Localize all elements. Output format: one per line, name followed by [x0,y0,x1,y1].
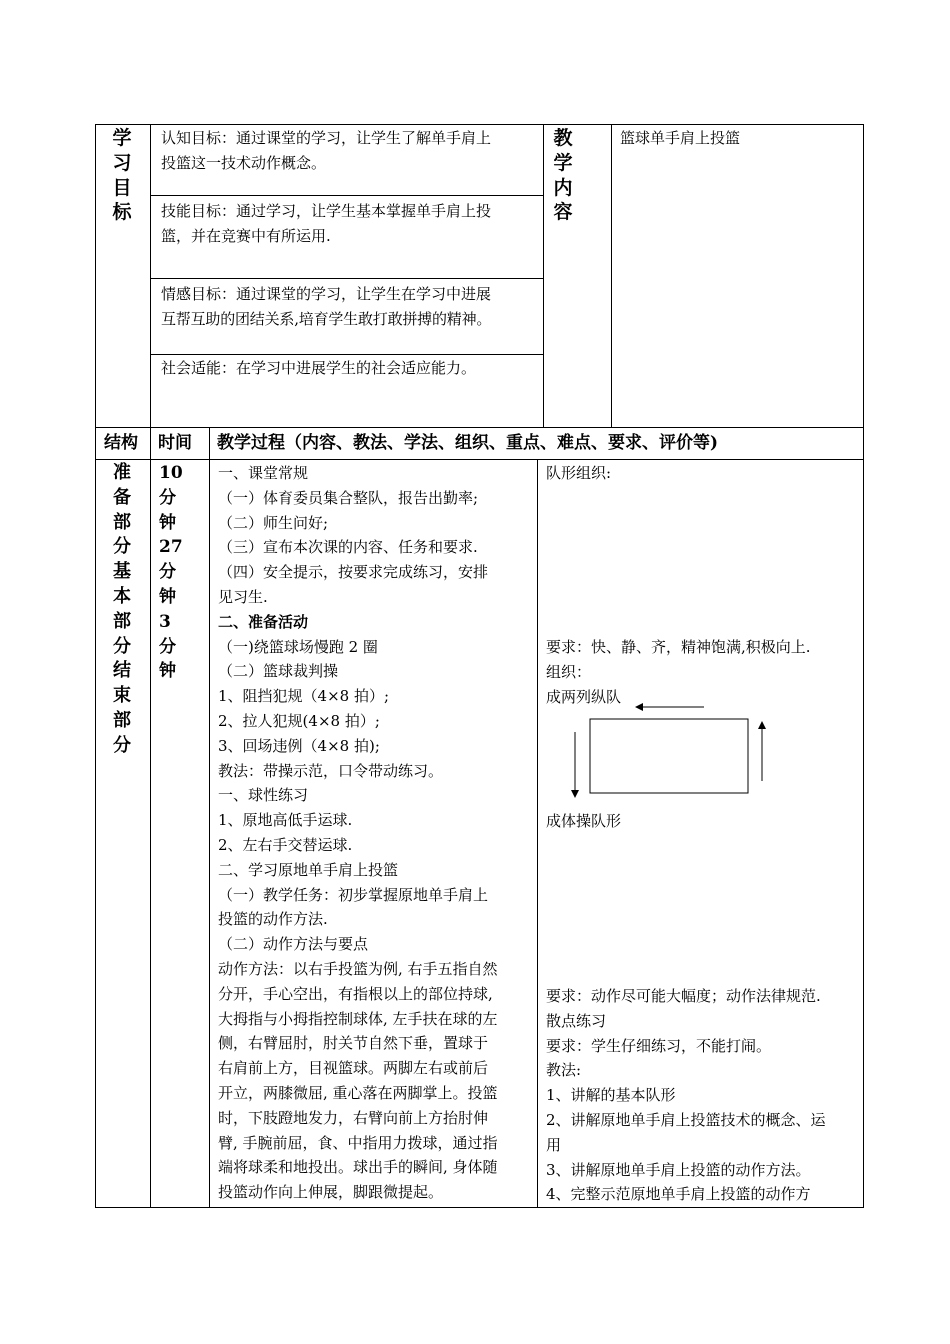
content-label-char: 教 [553,127,573,149]
content-label-char: 容 [553,201,573,224]
content-text: 篮球单手肩上投篮 [620,129,741,147]
structure-char: 分 [113,635,131,657]
method-line: 4、完整示范原地单手肩上投篮的动作方 [546,1185,811,1204]
time-char: 钟 [159,512,176,533]
objective-line: 社会适能：在学习中进展学生的社会适应能力。 [161,359,477,377]
court-rectangle [590,719,748,793]
process-line: 一、球性练习 [218,786,309,805]
process-line: （二）动作方法与要点 [218,935,369,954]
header-time: 时间 [158,433,192,453]
time-char: 钟 [159,661,176,682]
structure-char: 准 [113,462,131,483]
time-char: 分 [159,636,176,657]
method-label: 教法: [546,1061,582,1080]
process-line: 见习生. [218,587,268,606]
requirement-2: 要求：动作尽可能大幅度；动作法律规范. [546,987,821,1005]
time-char: 分 [159,562,176,583]
process-line: 动作方法：以右手投篮为例, 右手五指自然 [218,959,498,978]
process-line: 投篮的动作方法. [218,910,328,929]
process-line: 开立，两膝微屈, 重心落在两脚掌上。投篮 [218,1083,498,1102]
objectives-label-char: 学 [112,127,132,149]
process-line: 教法：带操示范，口令带动练习。 [218,761,444,780]
process-line: 1、原地高低手运球. [218,811,353,830]
method-line: 3、讲解原地单手肩上投篮的动作方法。 [546,1160,811,1179]
header-process: 教学过程（内容、教法、学法、组织、重点、难点、要求、评价等) [217,433,719,453]
content-label-char: 内 [553,176,573,199]
org-notes [546,984,826,1207]
time-char: 3 [159,611,171,632]
process-line: 二、准备活动 [218,612,309,631]
org-label: 组织： [546,663,592,681]
structure-char: 结 [113,660,131,682]
objectives-label-char: 标 [112,201,132,224]
structure-char: 分 [113,536,131,558]
process-line: 端将球柔和地投出。球出手的瞬间, 身体随 [218,1158,498,1177]
content-label-char: 学 [553,151,573,174]
process-line: 分开，手心空出，有指根以上的部位持球, [218,984,493,1003]
requirement-3: 要求：学生仔细练习，不能打闹。 [546,1036,772,1055]
process-line: （一)绕篮球场慢跑 2 圈 [218,637,378,656]
method-line: 1、讲解的基本队形 [546,1086,676,1105]
structure-char: 本 [113,585,131,607]
requirement-1: 要求：快、静、齐，精神饱满,积极向上. [546,638,811,656]
structure-char: 基 [113,561,131,583]
process-line: 侧，右臂屈肘，肘关节自然下垂，置球于 [218,1034,489,1053]
scatter-practice: 散点练习 [546,1011,607,1030]
method-line: 2、讲解原地单手肩上投篮技术的概念、运 [546,1110,826,1129]
process-line: （二）篮球裁判操 [218,662,339,681]
time-char: 钟 [159,586,176,607]
objective-line: 认知目标：通过课堂的学习，让学生了解单手肩上 [161,129,492,147]
process-line: （一）体育委员集合整队，报告出勤率; [218,488,479,507]
objectives-label-char: 目 [112,176,132,199]
process-line: 一、课堂常规 [218,464,309,482]
header-structure: 结构 [104,433,138,453]
time-char: 27 [159,537,183,558]
process-line: 3、回场违例（4×8 拍); [218,736,380,755]
time-char: 分 [159,487,176,508]
process-line: 臂, 手腕前屈，食、中指用力拨球，通过指 [218,1133,498,1152]
objective-line: 篮，并在竞赛中有所运用. [161,226,331,245]
exercise-title: 成体操队形 [546,812,622,830]
process-line: 大拇指与小拇指控制球体, 左手扶在球的左 [218,1009,498,1028]
process-line: 右肩前上方，目视篮球。两脚左右或前后 [218,1059,489,1078]
process-line: 投篮动作向上伸展，脚跟微提起。 [218,1183,444,1202]
structure-char: 备 [113,486,131,508]
process-line: （四）安全提示，按要求完成练习，安排 [218,563,489,582]
structure-char: 束 [113,685,131,707]
objectives-label-char: 习 [112,151,132,174]
method-line: 用 [546,1135,562,1154]
two-columns-label: 成两列纵队 [546,688,622,706]
process-line: （三）宣布本次课的内容、任务和要求. [218,538,478,557]
objective-line: 情感目标：通过课堂的学习，让学生在学习中进展 [161,285,492,303]
objective-line: 技能目标：通过学习，让学生基本掌握单手肩上投 [161,202,492,220]
process-line: 2、左右手交替运球. [218,835,353,854]
time-char: 10 [159,463,183,483]
formation-title: 队形组织: [546,464,612,482]
process-line: （二）师生问好; [218,513,329,532]
structure-char: 分 [113,734,131,756]
process-line: 二、学习原地单手肩上投篮 [218,860,399,879]
process-line: 1、阻挡犯规（4×8 拍）; [218,687,390,706]
objective-line: 投篮这一技术动作概念。 [161,153,327,172]
process-line: 2、拉人犯规(4×8 拍）; [218,711,380,730]
structure-char: 部 [113,709,131,731]
objective-line: 互帮互助的团结关系,培育学生敢打敢拼搏的精神。 [161,309,492,328]
process-line: 时，下肢蹬地发力，右臂向前上方抬肘伸 [218,1108,489,1127]
structure-char: 部 [113,511,131,533]
process-line: （一）教学任务：初步掌握原地单手肩上 [218,885,489,904]
structure-char: 部 [113,610,131,632]
